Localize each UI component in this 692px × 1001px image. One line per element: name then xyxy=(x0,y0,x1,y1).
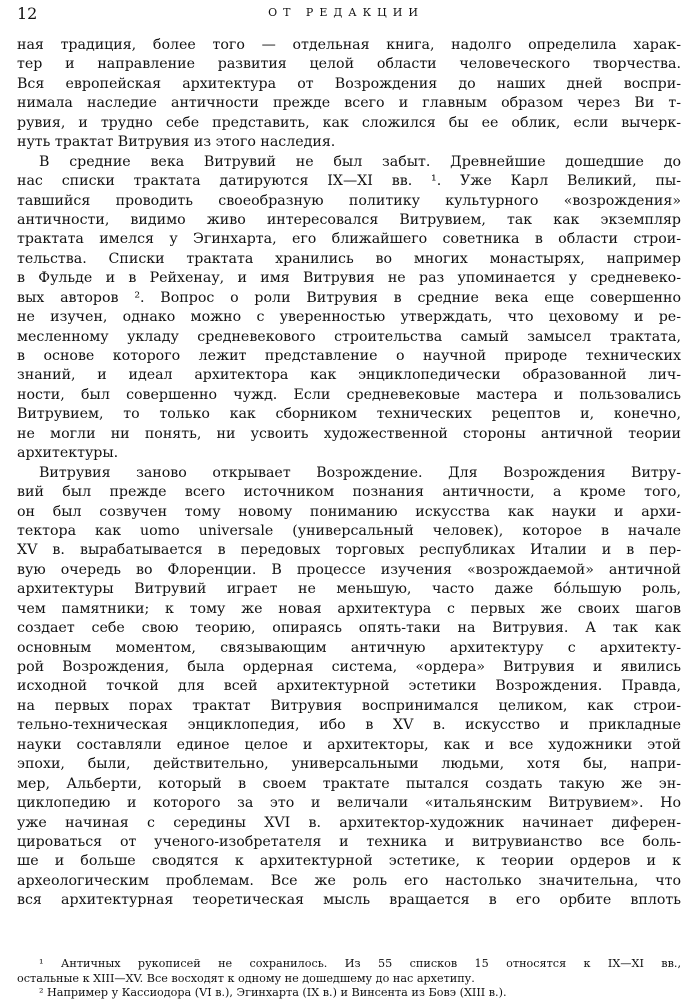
text-line: вся архитектурная теоретическая мысль вращается в его орбите вплоть xyxy=(17,892,681,909)
text-line: рой Возрождения, была ордерная система, «ордера» Витрувия и явились xyxy=(17,659,681,675)
text-line: тер и направление развития целой области человеческого творчества. xyxy=(17,56,681,73)
text-line: месленному укладу средневекового строительства самый замысел трактата, xyxy=(17,328,681,345)
text-line: вий был прежде всего источником познания античности, а кроме того, xyxy=(17,484,681,501)
text-line: Витрувия заново открывает Возрождение. Для Возрождения Витру- xyxy=(39,464,681,481)
text-line: рувия, и трудно себе представить, как сложился бы ее облик, если вычерк- xyxy=(17,114,681,131)
text-line: нас списки трактата датируются IX—XI вв. ¹. Уже Карл Великий, пы- xyxy=(17,173,681,190)
text-line: Витрувием, то только как сборником технических рецептов и, конечно, xyxy=(17,406,681,423)
text-line: исходной точкой для всей архитектурной эстетики Возрождения. Правда, xyxy=(17,678,681,695)
text-line: вых авторов ². Вопрос о роли Витрувия в средние века еще совершенно xyxy=(17,289,681,306)
text-line: тельства. Списки трактата хранились во многих монастырях, например xyxy=(17,250,681,267)
text-line: архитектуры Витрувий играет не меньшую, часто даже бóльшую роль, xyxy=(17,581,681,598)
text-line: трактата имелся у Эгинхарта, его ближайшего советника в области строи- xyxy=(17,231,681,248)
text-line: знаний, и идеал архитектора как энциклопедически образованной лич- xyxy=(17,367,681,384)
text-line: античности, видимо живо интересовался Витрувием, так как экземпляр xyxy=(17,211,681,228)
footnote-2: ² Например у Кассиодора (VI в.), Эгинхарта (IX в.) и Винсента из Бовэ (XIII в.). xyxy=(39,986,507,999)
text-line: создает себе свою теорию, опираясь опять-таки на Витрувия. А так как xyxy=(17,620,681,637)
text-line: вую очередь во Флоренции. В процессе изучения «возрождаемой» античной xyxy=(17,561,681,578)
text-line: тельно-техническая энциклопедия, ибо в XV в. искусство и прикладные xyxy=(17,717,681,734)
footnote-1-continued: остальные к XIII—XV. Все восходят к одному не дошедшему до нас архетипу. xyxy=(17,971,475,985)
text-line: основным моментом, связывающим античную архитектуру с архитекту- xyxy=(17,639,681,656)
text-line: в основе которого лежит представление о научной природе технических xyxy=(17,348,681,364)
text-line: Вся европейская архитектура от Возрождения до наших дней воспри- xyxy=(17,75,681,92)
text-line: тектора как uomo universale (универсальный человек), которое в начале xyxy=(17,522,681,539)
text-line: ная традиция, более того — отдельная книга, надолго определила харак- xyxy=(17,37,681,53)
text-line: он был созвучен тому новому пониманию искусства как науки и архи- xyxy=(17,503,681,520)
text-line: XV в. вырабатывается в передовых торговых республиках Италии и в пер- xyxy=(17,542,681,559)
body-text xyxy=(17,36,681,911)
text-line: архитектуры. xyxy=(17,445,119,462)
footnote-1: ¹ Античных рукописей не сохранилось. Из 55 списков 15 относятся к IX—XI вв., xyxy=(39,957,681,970)
text-line: нуть трактат Витрувия из этого наследия. xyxy=(17,134,336,151)
text-line: циклопедию и которого за это и величали «итальянским Витрувием». Но xyxy=(17,795,681,812)
text-line: не изучен, однако можно с уверенностью утверждать, что цеховому и ре- xyxy=(17,309,681,326)
text-line: уже начиная с середины XVI в. архитектор-художник начинает диферен- xyxy=(17,814,681,831)
text-line: нимала наследие античности прежде всего и главным образом через Ви т- xyxy=(17,95,681,112)
text-line: эпохи, были, действительно, универсальными людьми, хотя бы, напри- xyxy=(17,756,681,773)
text-line: науки составляли единое целое и архитекторы, как и все художники этой xyxy=(17,736,681,753)
text-line: на первых порах трактат Витрувия воспринимался целиком, как строи- xyxy=(17,697,681,714)
text-line: ше и больше сводятся к архитектурной эстетике, к теории ордеров и к xyxy=(17,853,681,870)
text-line: ности, был совершенно чужд. Если средневековые мастера и пользовались xyxy=(17,386,681,403)
text-line: тавшийся проводить своеобразную политику культурного «возрождения» xyxy=(17,192,681,209)
text-line: чем памятники; к тому же новая архитектура с первых же своих шагов xyxy=(17,600,681,617)
text-line: В средние века Витрувий не был забыт. Древнейшие дошедшие до xyxy=(39,153,681,170)
text-line: мер, Альберти, который в своем трактате пытался создать такую же эн- xyxy=(17,775,681,792)
text-line: не могли ни понять, ни усвоить художественной стороны античной теории xyxy=(17,425,681,442)
footnotes xyxy=(17,957,681,1001)
text-line: цироваться от ученого-изобретателя и техника и витрувианство все боль- xyxy=(17,833,681,850)
running-head: ОТ РЕДАКЦИИ xyxy=(268,6,424,19)
text-line: археологическим проблемам. Все же роль его настолько значительна, что xyxy=(17,872,681,889)
text-line: в Фульде и в Рейхенау, и имя Витрувия не раз упоминается у средневеко- xyxy=(17,270,681,287)
page-number: 12 xyxy=(17,4,38,23)
